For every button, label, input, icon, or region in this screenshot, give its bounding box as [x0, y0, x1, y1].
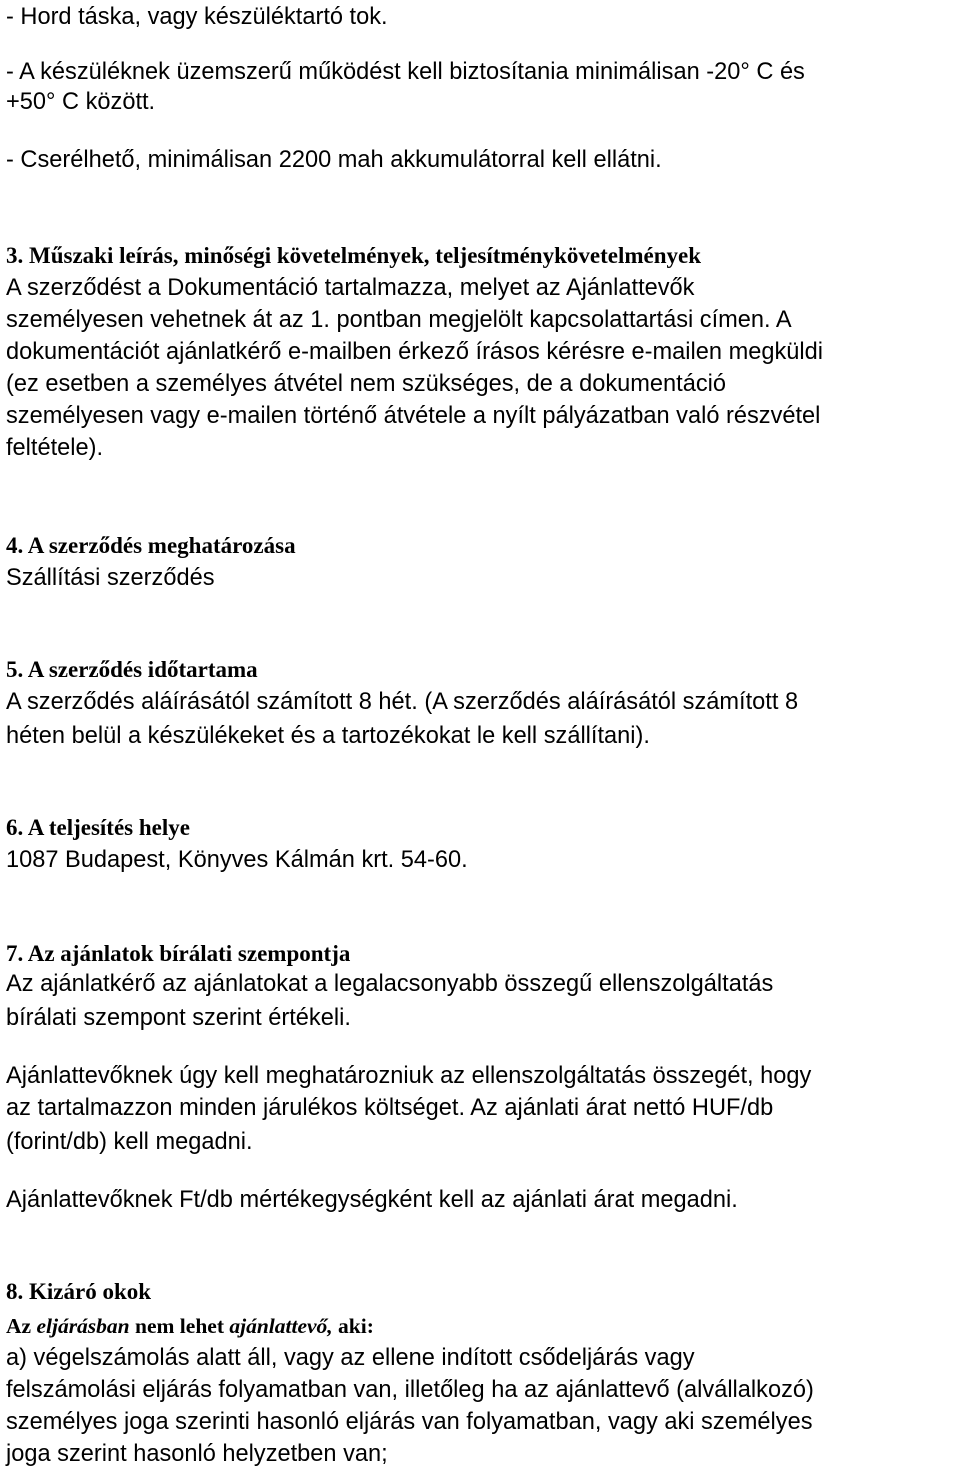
section-8-item-a: joga szerint hasonló helyzetben van;: [6, 1441, 388, 1467]
bullet-battery: - Cserélhető, minimálisan 2200 mah akkumulátorral kell ellátni.: [6, 147, 662, 173]
section-7-paragraph-2: Ajánlattevőknek úgy kell meghatározniuk az ellenszolgáltatás összegét, hogy: [6, 1063, 812, 1089]
section-7-paragraph-3: Ajánlattevőknek Ft/db mértékegységként kell az ajánlati árat megadni.: [6, 1187, 738, 1213]
bullet-temperature: - A készüléknek üzemszerű működést kell biztosítania minimálisan -20° C és: [6, 59, 805, 85]
section-6-address: 1087 Budapest, Könyves Kálmán krt. 54-60.: [6, 847, 468, 873]
section-8-heading: 8. Kizáró okok: [6, 1279, 152, 1304]
section-7-heading: 7. Az ajánlatok bírálati szempontja: [6, 941, 351, 966]
section-8-item-a: felszámolási eljárás folyamatban van, illetőleg ha az ajánlattevő (alvállalkozó): [6, 1377, 814, 1403]
section-6-heading: 6. A teljesítés helye: [6, 815, 190, 840]
subheading-part: aki:: [332, 1314, 374, 1338]
section-5-heading: 5. A szerződés időtartama: [6, 657, 258, 682]
section-3-text: feltétele).: [6, 435, 104, 461]
bullet-temperature-cont: +50° C között.: [6, 89, 156, 115]
bullet-carry-case: - Hord táska, vagy készüléktartó tok.: [6, 4, 388, 30]
section-5-text: A szerződés aláírásától számított 8 hét. (A szerződés aláírásától számított 8: [6, 689, 799, 715]
subheading-part: Az: [6, 1314, 37, 1338]
section-7-text: bírálati szempont szerint értékeli.: [6, 1005, 351, 1031]
section-7-paragraph-2: az tartalmazzon minden járulékos költséget. Az ajánlati árat nettó HUF/db: [6, 1095, 774, 1121]
section-8-item-a: a) végelszámolás alatt áll, vagy az ellene indított csődeljárás vagy: [6, 1345, 695, 1371]
subheading-part: eljárásban: [36, 1314, 130, 1338]
section-3-text: személyesen vagy e-mailen történő átvétele a nyílt pályázatban való részvétel: [6, 403, 821, 429]
section-3-text: dokumentációt ajánlatkérő e-mailben érkező írásos kérésre e-mailen megküldi: [6, 339, 824, 365]
section-5-text: héten belül a készülékeket és a tartozékokat le kell szállítani).: [6, 723, 650, 749]
section-3-heading: 3. Műszaki leírás, minőségi követelmények, teljesítménykövetelmények: [6, 243, 701, 268]
subheading-part: nem lehet: [129, 1314, 230, 1338]
section-8-item-a: személyes joga szerinti hasonló eljárás van folyamatban, vagy aki személyes: [6, 1409, 813, 1435]
subheading-part: ajánlattevő,: [229, 1314, 333, 1338]
section-3-text: személyesen vehetnek át az 1. pontban megjelölt kapcsolattartási címen. A: [6, 307, 792, 333]
section-3-text: (ez esetben a személyes átvétel nem szükséges, de a dokumentáció: [6, 371, 727, 397]
section-7-text: Az ajánlatkérő az ajánlatokat a legalacsonyabb összegű ellenszolgáltatás: [6, 971, 774, 997]
section-8-subheading: [6, 1310, 374, 1342]
section-4-text: Szállítási szerződés: [6, 565, 215, 591]
section-4-heading: 4. A szerződés meghatározása: [6, 533, 296, 558]
section-7-paragraph-2: (forint/db) kell megadni.: [6, 1129, 253, 1155]
section-3-text: A szerződést a Dokumentáció tartalmazza, melyet az Ajánlattevők: [6, 275, 695, 301]
